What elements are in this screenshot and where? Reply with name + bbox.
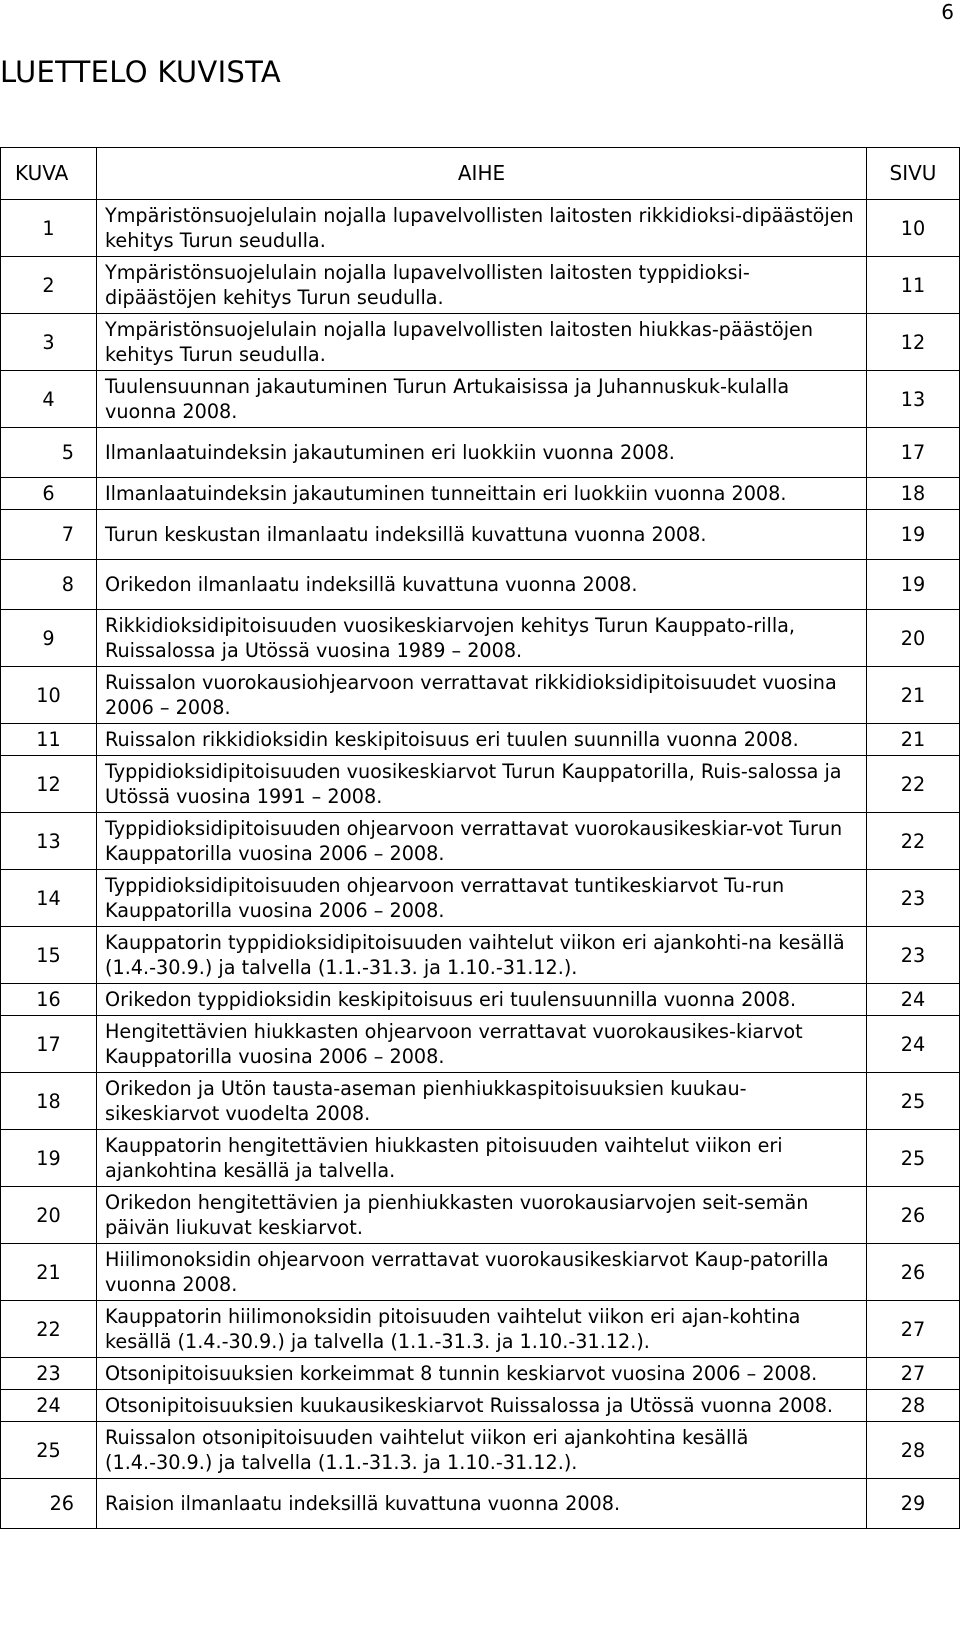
- figure-page-number: 28: [867, 1390, 960, 1422]
- table-row: [1, 1390, 960, 1422]
- figure-page-number: 11: [867, 257, 960, 314]
- figure-number: 5: [1, 428, 97, 478]
- figure-page-number: 25: [867, 1130, 960, 1187]
- figure-caption: Ilmanlaatuindeksin jakautuminen tunneittain eri luokkiin vuonna 2008.: [97, 478, 867, 510]
- table-row: [1, 1244, 960, 1301]
- figure-number: 9: [1, 610, 97, 667]
- figure-page-number: 24: [867, 1016, 960, 1073]
- table-row: [1, 371, 960, 428]
- table-row: [1, 257, 960, 314]
- figure-caption: Orikedon hengitettävien ja pienhiukkasten vuorokausiarvojen seit-semän päivän liukuvat keskiarvot.: [97, 1187, 867, 1244]
- figure-caption: Otsonipitoisuuksien kuukausikeskiarvot Ruissalossa ja Utössä vuonna 2008.: [97, 1390, 867, 1422]
- figure-caption: Kauppatorin hengitettävien hiukkasten pitoisuuden vaihtelut viikon eri ajankohtina kesällä ja talvella.: [97, 1130, 867, 1187]
- figure-list-table: [0, 147, 960, 1529]
- figure-page-number: 20: [867, 610, 960, 667]
- table-row: [1, 1422, 960, 1479]
- table-row: [1, 560, 960, 610]
- table-row: [1, 813, 960, 870]
- figure-number: 11: [1, 724, 97, 756]
- figure-number: 21: [1, 1244, 97, 1301]
- figure-caption: Typpidioksidipitoisuuden ohjearvoon verrattavat vuorokausikeskiar-vot Turun Kauppatorilla vuosina 2006 – 2008.: [97, 813, 867, 870]
- figure-caption: Ruissalon rikkidioksidin keskipitoisuus eri tuulen suunnilla vuonna 2008.: [97, 724, 867, 756]
- figure-number: 4: [1, 371, 97, 428]
- figure-caption: Ruissalon vuorokausiohjearvoon verrattavat rikkidioksidipitoisuudet vuosina 2006 – 2008.: [97, 667, 867, 724]
- figure-caption: Turun keskustan ilmanlaatu indeksillä kuvattuna vuonna 2008.: [97, 510, 867, 560]
- figure-caption: Otsonipitoisuuksien korkeimmat 8 tunnin keskiarvot vuosina 2006 – 2008.: [97, 1358, 867, 1390]
- figure-page-number: 24: [867, 984, 960, 1016]
- table-row: [1, 870, 960, 927]
- figure-caption: Ympäristönsuojelulain nojalla lupavelvollisten laitosten typpidioksi-dipäästöjen kehitys Turun seudulla.: [97, 257, 867, 314]
- table-row: [1, 1187, 960, 1244]
- table-row: [1, 927, 960, 984]
- figure-caption: Typpidioksidipitoisuuden vuosikeskiarvot Turun Kauppatorilla, Ruis-salossa ja Utössä vuosina 1991 – 2008.: [97, 756, 867, 813]
- figure-page-number: 23: [867, 927, 960, 984]
- table-row: [1, 200, 960, 257]
- figure-page-number: 19: [867, 560, 960, 610]
- column-header-aihe: AIHE: [97, 148, 867, 200]
- figure-number: 12: [1, 756, 97, 813]
- page-number: 6: [941, 0, 954, 24]
- figure-page-number: 19: [867, 510, 960, 560]
- figure-caption: Ympäristönsuojelulain nojalla lupavelvollisten laitosten rikkidioksi-dipäästöjen kehitys Turun seudulla.: [97, 200, 867, 257]
- column-header-sivu: SIVU: [867, 148, 960, 200]
- page-title: LUETTELO KUVISTA: [0, 55, 282, 89]
- figure-page-number: 10: [867, 200, 960, 257]
- table-row: [1, 1358, 960, 1390]
- figure-page-number: 29: [867, 1479, 960, 1529]
- figure-number: 1: [1, 200, 97, 257]
- figure-caption: Tuulensuunnan jakautuminen Turun Artukaisissa ja Juhannuskuk-kulalla vuonna 2008.: [97, 371, 867, 428]
- figure-caption: Kauppatorin typpidioksidipitoisuuden vaihtelut viikon eri ajankohti-na kesällä (1.4.-30.9.) ja talvella (1.1.-31.3. ja 1.10.-31.12.).: [97, 927, 867, 984]
- figure-page-number: 21: [867, 724, 960, 756]
- table-row: [1, 428, 960, 478]
- figure-caption: Ilmanlaatuindeksin jakautuminen eri luokkiin vuonna 2008.: [97, 428, 867, 478]
- figure-caption: Hengitettävien hiukkasten ohjearvoon verrattavat vuorokausikes-kiarvot Kauppatorilla vuosina 2006 – 2008.: [97, 1016, 867, 1073]
- figure-caption: Orikedon typpidioksidin keskipitoisuus eri tuulensuunnilla vuonna 2008.: [97, 984, 867, 1016]
- figure-caption: Raision ilmanlaatu indeksillä kuvattuna vuonna 2008.: [97, 1479, 867, 1529]
- figure-page-number: 27: [867, 1301, 960, 1358]
- table-row: [1, 314, 960, 371]
- figure-page-number: 27: [867, 1358, 960, 1390]
- figure-caption: Orikedon ja Utön tausta-aseman pienhiukkaspitoisuuksien kuukau-sikeskiarvot vuodelta 2008.: [97, 1073, 867, 1130]
- figure-number: 15: [1, 927, 97, 984]
- figure-page-number: 23: [867, 870, 960, 927]
- table-row: [1, 1130, 960, 1187]
- figure-page-number: 17: [867, 428, 960, 478]
- table-row: [1, 478, 960, 510]
- figure-caption: Typpidioksidipitoisuuden ohjearvoon verrattavat tuntikeskiarvot Tu-run Kauppatorilla vuosina 2006 – 2008.: [97, 870, 867, 927]
- figure-number: 22: [1, 1301, 97, 1358]
- figure-number: 8: [1, 560, 97, 610]
- figure-number: 17: [1, 1016, 97, 1073]
- figure-page-number: 26: [867, 1187, 960, 1244]
- figure-number: 18: [1, 1073, 97, 1130]
- figure-number: 20: [1, 1187, 97, 1244]
- table-row: [1, 1073, 960, 1130]
- figure-page-number: 26: [867, 1244, 960, 1301]
- figure-number: 7: [1, 510, 97, 560]
- table-header-row: [1, 148, 960, 200]
- figure-page-number: 12: [867, 314, 960, 371]
- figure-page-number: 13: [867, 371, 960, 428]
- figure-caption: Rikkidioksidipitoisuuden vuosikeskiarvojen kehitys Turun Kauppato-rilla, Ruissalossa ja Utössä vuosina 1989 – 2008.: [97, 610, 867, 667]
- table-row: [1, 667, 960, 724]
- figure-caption: Ympäristönsuojelulain nojalla lupavelvollisten laitosten hiukkas-päästöjen kehitys Turun seudulla.: [97, 314, 867, 371]
- figure-page-number: 25: [867, 1073, 960, 1130]
- table-row: [1, 510, 960, 560]
- figure-number: 23: [1, 1358, 97, 1390]
- figure-number: 26: [1, 1479, 97, 1529]
- figure-number: 3: [1, 314, 97, 371]
- column-header-kuva: KUVA: [1, 148, 97, 200]
- figure-number: 24: [1, 1390, 97, 1422]
- figure-caption: Hiilimonoksidin ohjearvoon verrattavat vuorokausikeskiarvot Kaup-patorilla vuonna 2008.: [97, 1244, 867, 1301]
- figure-page-number: 28: [867, 1422, 960, 1479]
- table-row: [1, 1301, 960, 1358]
- figure-caption: Kauppatorin hiilimonoksidin pitoisuuden vaihtelut viikon eri ajan-kohtina kesällä (1.4.-30.9.) ja talvella (1.1.-31.3. ja 1.10.-31.12.).: [97, 1301, 867, 1358]
- figure-page-number: 21: [867, 667, 960, 724]
- figure-caption: Ruissalon otsonipitoisuuden vaihtelut viikon eri ajankohtina kesällä (1.4.-30.9.) ja talvella (1.1.-31.3. ja 1.10.-31.12.).: [97, 1422, 867, 1479]
- figure-number: 6: [1, 478, 97, 510]
- table-row: [1, 1479, 960, 1529]
- figure-number: 14: [1, 870, 97, 927]
- figure-caption: Orikedon ilmanlaatu indeksillä kuvattuna vuonna 2008.: [97, 560, 867, 610]
- figure-page-number: 22: [867, 756, 960, 813]
- table-row: [1, 984, 960, 1016]
- figure-number: 10: [1, 667, 97, 724]
- figure-number: 19: [1, 1130, 97, 1187]
- figure-number: 25: [1, 1422, 97, 1479]
- figure-number: 13: [1, 813, 97, 870]
- table-row: [1, 756, 960, 813]
- figure-page-number: 18: [867, 478, 960, 510]
- figure-page-number: 22: [867, 813, 960, 870]
- figure-number: 16: [1, 984, 97, 1016]
- table-row: [1, 724, 960, 756]
- table-row: [1, 1016, 960, 1073]
- figure-number: 2: [1, 257, 97, 314]
- table-row: [1, 610, 960, 667]
